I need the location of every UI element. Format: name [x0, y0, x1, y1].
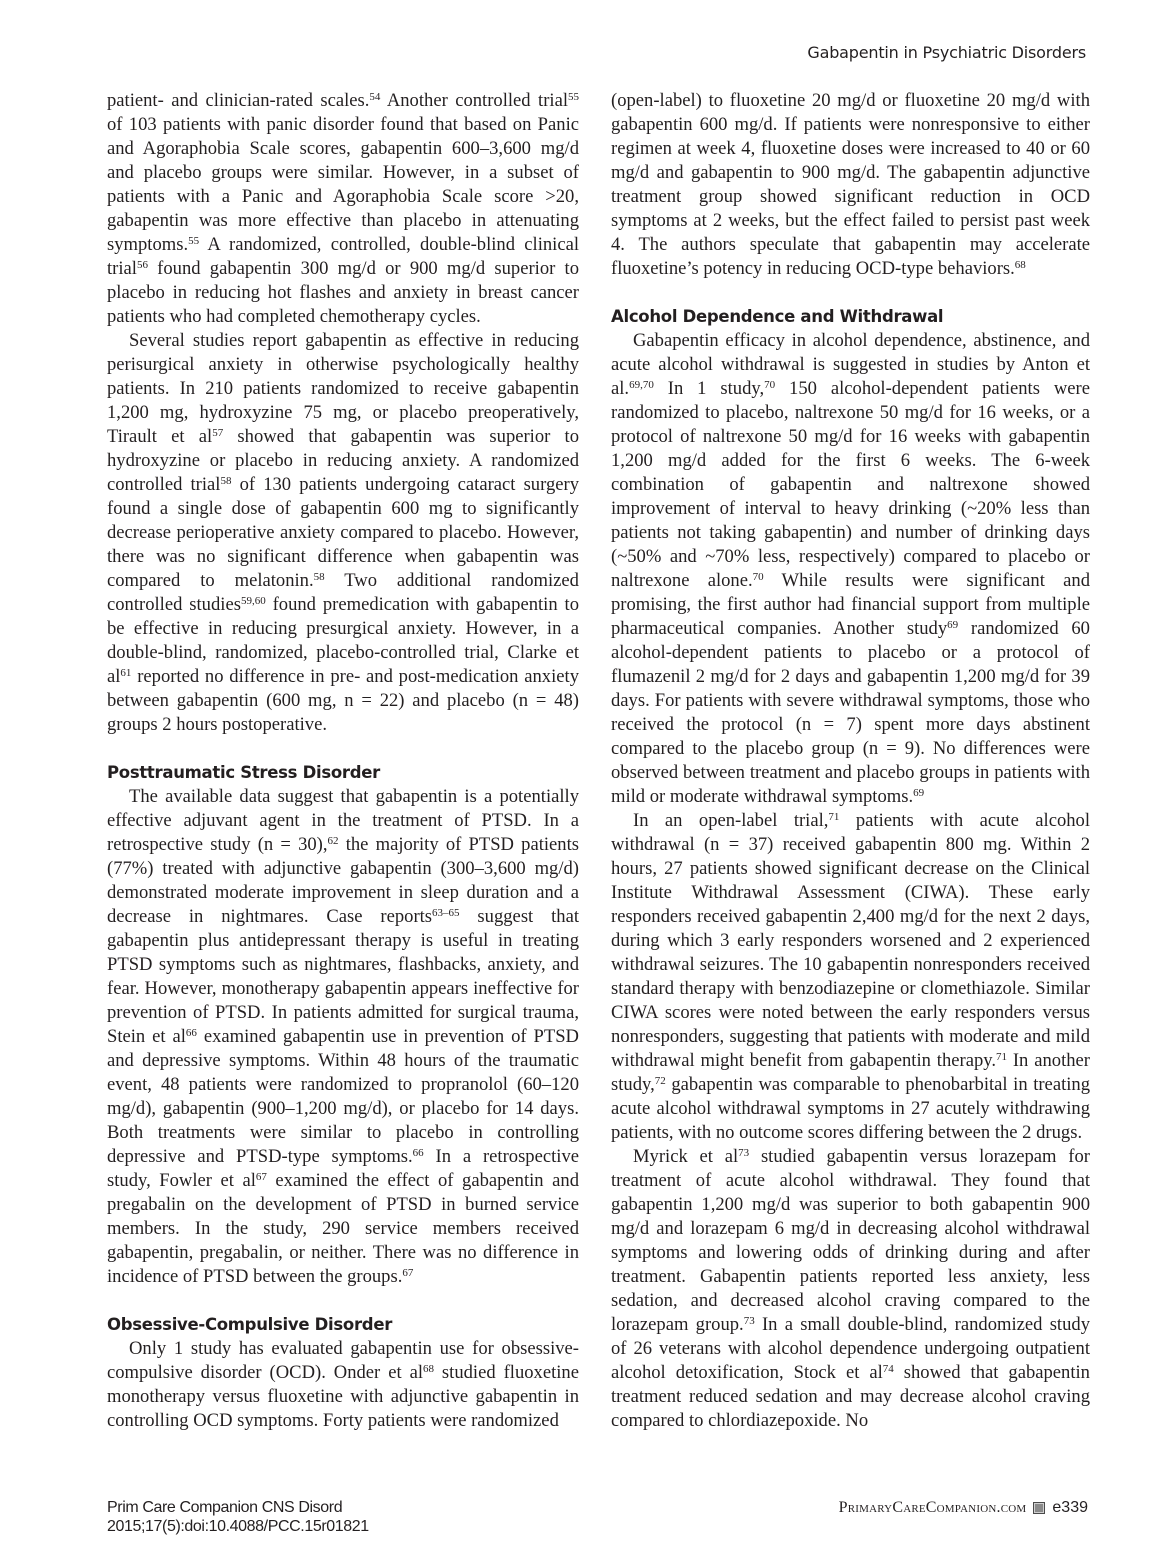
paragraph: Myrick et $al^{73}$ studied gabapentin versus lorazepam for treatment of acute alcohol withdrawal. They found that gabapentin 1,200 mg/d was superior to both gabapentin 900 mg/d and lorazepam 6 mg/d in decreasing alcohol withdrawal symptoms and lowering odds of drinking during and after treatment. Gabapentin patients reported less anxiety, less sedation, and decreased alcohol craving compared to the lorazepam group.$^{73}$ In a small double-blind, randomized study of 26 veterans with alcohol dependence undergoing outpatient alcohol detoxification, Stock et $al^{74}$ showed that gabapentin treatment reduced sedation and may decrease alcohol craving compared to chlordiazepoxide. No — [611, 1146, 1090, 1431]
citation-reference: 55 — [188, 235, 200, 247]
paragraph: Only 1 study has evaluated gabapentin use for obsessive-compulsive disorder (OCD). Onder et $al^{68}$ studied fluoxetine monotherapy versus fluoxetine with adjunctive gabapentin in controlling OCD symptoms. Forty patients were randomized — [107, 1338, 579, 1431]
footer-citation — [107, 1498, 369, 1536]
citation-reference: 54 — [369, 91, 381, 103]
journal-name: Prim Care Companion CNS Disord — [107, 1499, 343, 1516]
citation-reference: 70 — [764, 379, 776, 391]
citation-reference: 55 — [568, 91, 579, 103]
citation-reference: 63–65 — [432, 907, 460, 919]
citation-reference: 69 — [913, 787, 925, 799]
citation-reference: 74 — [882, 1363, 894, 1375]
paragraph: Gabapentin efficacy in alcohol dependence, abstinence, and acute alcohol withdrawal is suggested in studies by Anton et al.$^{69,70}$ In 1 study,$^{70}$ 150 alcohol-dependent patients were randomized to placebo, naltrexone 50 mg/d for 16 weeks, or a protocol of naltrexone 50 mg/d for 16 weeks with gabapentin 1,200 mg/d added for the first 6 weeks. The 6-week combination of gabapentin and naltrexone showed improvement of interval to heavy drinking (~20% less than patients not taking gabapentin) and number of drinking days (~50% and ~70% less, respectively) compared to placebo or naltrexone alone.$^{70}$ While results were significant and promising, the first author had financial support from multiple pharmaceutical companies. Another study$^{69}$ randomized 60 alcohol-dependent patients to placebo or a protocol of flumazenil 2 mg/d for 2 days and gabapentin 1,200 mg/d for 39 days. For patients with severe withdrawal symptoms, those who received the protocol (n = 7) spent more days abstinent compared to the placebo group (n = 9). No differences were observed between treatment and placebo groups in patients with mild or moderate withdrawal symptoms.$^{69}$ — [611, 330, 1090, 807]
paragraph: In an open-label trial,$^{71}$ patients with acute alcohol withdrawal (n = 37) received gabapentin 800 mg. Within 2 hours, 27 patients showed significant decrease on the Clinical Institute Withdrawal Assessment (CIWA). These early responders received gabapentin 2,400 mg/d for the next 2 days, during which 3 early responders worsened and 2 experienced withdrawal seizures. The 10 gabapentin nonresponders received standard therapy with benzodiazepine or clomethiazole. Similar CIWA scores were noted between the early responders versus nonresponders, suggesting that patients with moderate and mild withdrawal might benefit from gabapentin therapy.$^{71}$ In another study,$^{72}$ gabapentin was comparable to phenobarbital in treating acute alcohol withdrawal symptoms in 27 acutely withdrawing patients, with no outcome scores differing between the 2 drugs. — [611, 810, 1091, 1143]
paragraph: Several studies report gabapentin as effective in reducing perisurgical anxiety in otherwise psychologically healthy patients. In 210 patients randomized to receive gabapentin 1,200 mg, hydroxyzine 75 mg, or placebo preoperatively, Tirault et $al^{57}$ showed that gabapentin was superior to hydroxyzine or placebo in reducing anxiety. A randomized controlled trial$^{58}$ of 130 patients undergoing cataract surgery found a single dose of gabapentin 600 mg to significantly decrease perioperative anxiety compared to placebo. However, there was no significant difference when gabapentin was compared to melatonin.$^{58}$ Two additional randomized controlled studies$^{59,60}$ found premedication with gabapentin to be effective in reducing presurgical anxiety. However, in a double-blind, randomized, placebo-controlled trial, Clarke et $al^{61}$ reported no difference in pre- and post-medication anxiety between gabapentin (600 mg, n = 22) and placebo (n = 48) groups 2 hours postoperative. — [107, 330, 580, 735]
citation-reference: 68 — [422, 1363, 434, 1375]
citation-reference: 72 — [654, 1075, 666, 1087]
citation-reference: 67 — [402, 1267, 414, 1279]
citation-reference: 71 — [995, 1051, 1007, 1063]
square-icon — [1033, 1502, 1045, 1514]
citation-reference: 69 — [947, 619, 959, 631]
citation-reference: 58 — [313, 571, 325, 583]
paragraph: (open-label) to fluoxetine 20 mg/d or fluoxetine 20 mg/d with gabapentin 600 mg/d. If patients were nonresponsive to either regimen at week 4, fluoxetine doses were increased to 40 or 60 mg/d and gabapentin to 900 mg/d. The gabapentin adjunctive treatment group showed significant reduction in OCD symptoms at 2 weeks, but the effect failed to persist past week 4. The authors speculate that gabapentin may accelerate fluoxetine’s potency in reducing OCD-type behaviors.$^{68}$ — [611, 90, 1090, 279]
citation-reference: 66 — [412, 1147, 424, 1159]
paragraph: patient- and clinician-rated scales.$^{54}$ Another controlled trial$^{55}$ of 103 patients with panic disorder found that based on Panic and Agoraphobia Scale scores, gabapentin 600–3,600 mg/d and placebo groups were similar. However, in a subset of patients with a Panic and Agoraphobia Scale score >20, gabapentin was more effective than placebo in attenuating symptoms.$^{55}$ A randomized, controlled, double-blind clinical trial$^{56}$ found gabapentin 300 mg/d or 900 mg/d superior to placebo in reducing hot flashes and anxiety in breast cancer patients who had completed chemotherapy cycles. — [107, 90, 579, 327]
citation-reference: 73 — [743, 1315, 755, 1327]
citation-reference: 59,60 — [240, 595, 266, 607]
citation-reference: 71 — [828, 811, 840, 823]
doi-citation: 2015;17(5):doi:10.4088/PCC.15r01821 — [107, 1518, 369, 1535]
running-head-title: Gabapentin in Psychiatric Disorders — [807, 43, 1086, 62]
citation-reference: 56 — [136, 259, 148, 271]
footer-site — [839, 1498, 1088, 1517]
paragraph: The available data suggest that gabapentin is a potentially effective adjuvant agent in the treatment of PTSD. In a retrospective study (n = 30),$^{62}$ the majority of PTSD patients (77%) treated with adjunctive gabapentin (300–3,600 mg/d) demonstrated moderate improvement in sleep duration and a decrease in nightmares. Case reports$^{63-65}$ suggest that gabapentin plus antidepressant therapy is useful in treating PTSD symptoms such as nightmares, flashbacks, anxiety, and fear. However, monotherapy gabapentin appears ineffective for prevention of PTSD. In patients admitted for surgical trauma, Stein et $al^{66}$ examined gabapentin use in prevention of PTSD and depressive symptoms. Within 48 hours of the traumatic event, 48 patients were randomized to propranolol (60–120 mg/d), gabapentin (900–1,200 mg/d), or placebo for 14 days. Both treatments were similar to placebo in controlling depressive and PTSD-type symptoms.$^{66}$ In a retrospective study, Fowler et $al^{67}$ examined the effect of gabapentin and pregabalin on the development of PTSD in burned service members. In the study, 290 service members received gabapentin, pregabalin, or neither. There was no difference in incidence of PTSD between the groups.$^{67}$ — [107, 786, 579, 1287]
citation-reference: 61 — [120, 667, 132, 679]
citation-reference: 66 — [185, 1027, 197, 1039]
right-column — [611, 89, 1090, 1433]
citation-reference: 73 — [738, 1147, 750, 1159]
left-column — [107, 89, 579, 1433]
citation-reference: 70 — [752, 571, 764, 583]
citation-reference: 57 — [212, 427, 224, 439]
citation-reference: 67 — [255, 1171, 267, 1183]
section-heading-ocd: Obsessive-Compulsive Disorder — [107, 1315, 393, 1334]
citation-reference: 62 — [327, 835, 339, 847]
citation-reference: 68 — [1014, 259, 1026, 271]
citation-reference: 69,70 — [629, 379, 654, 391]
website-link[interactable]: PrimaryCareCompanion.com — [838, 1499, 1027, 1516]
section-heading-ptsd: Posttraumatic Stress Disorder — [107, 763, 381, 782]
section-heading-alcohol: Alcohol Dependence and Withdrawal — [611, 307, 944, 326]
page-number: e339 — [1052, 1499, 1088, 1516]
citation-reference: 58 — [220, 475, 232, 487]
